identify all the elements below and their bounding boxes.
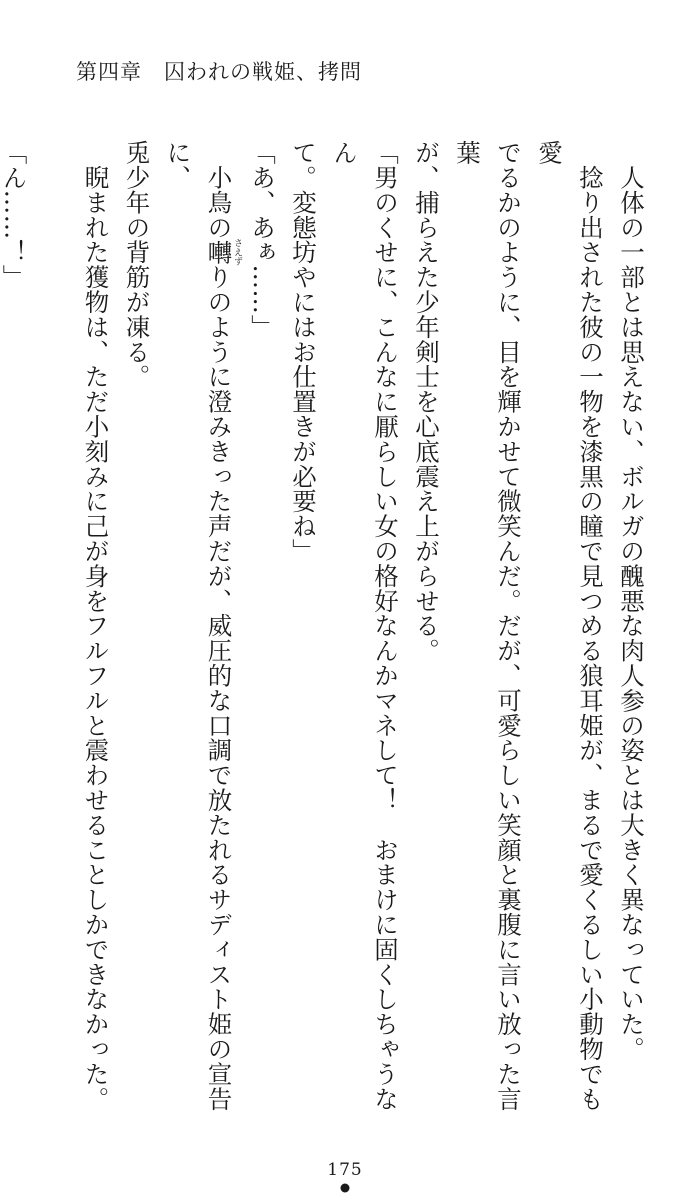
running-title: 第四章 囚われの戦姫、拷問 [76,60,362,84]
ruby-base: 囀 [204,237,234,267]
text-line: 「男のくせに、こんなに厭らしい女の格好なんかマネして！ おまけに固くしちゃうなん [330,140,400,1112]
ruby-reading: さえず [232,237,242,267]
text-line: 睨まれた獲物は、ただ小刻みに己が身をフルフルと震わせることしかできなかった。 [81,140,111,1112]
ruby-word [204,237,242,267]
round-bullet-icon [340,1183,350,1193]
text-fragment: 小鳥の [204,140,234,240]
vertical-body-text [0,140,652,1120]
text-line: て。変態坊やにはお仕置きが必要ね」 [289,140,318,564]
text-line: 「あ、あぁ……」 [248,140,277,340]
text-line: 捻り出された彼の一物を漆黒の瞳で見つめる狼耳姫が、まるで愛くるしい小動物でも愛 [535,140,605,1112]
text-line-with-ruby [158,140,243,1120]
text-line: 「ん……！」 [0,140,29,290]
page-number: 175 [327,1160,363,1180]
text-line: 人体の一部とは思えない、ボルガの醜悪な肉人参の姿とは大きく異なっていた。 [617,140,646,1062]
text-line: が、捕らえた少年剣士を心底震え上がらせる。 [412,140,441,663]
blank-line [35,140,76,1120]
text-fragment: りのように澄みきった声だが、威圧的な口調で放たれるサディスト姫の宣告に、 [163,140,234,1112]
text-line: 兎少年の背筋が凍る。 [122,140,152,389]
text-line: でるかのように、目を輝かせて微笑んだ。だが、可愛らしい笑顔と裏腹に言い放った言葉 [453,140,523,1112]
